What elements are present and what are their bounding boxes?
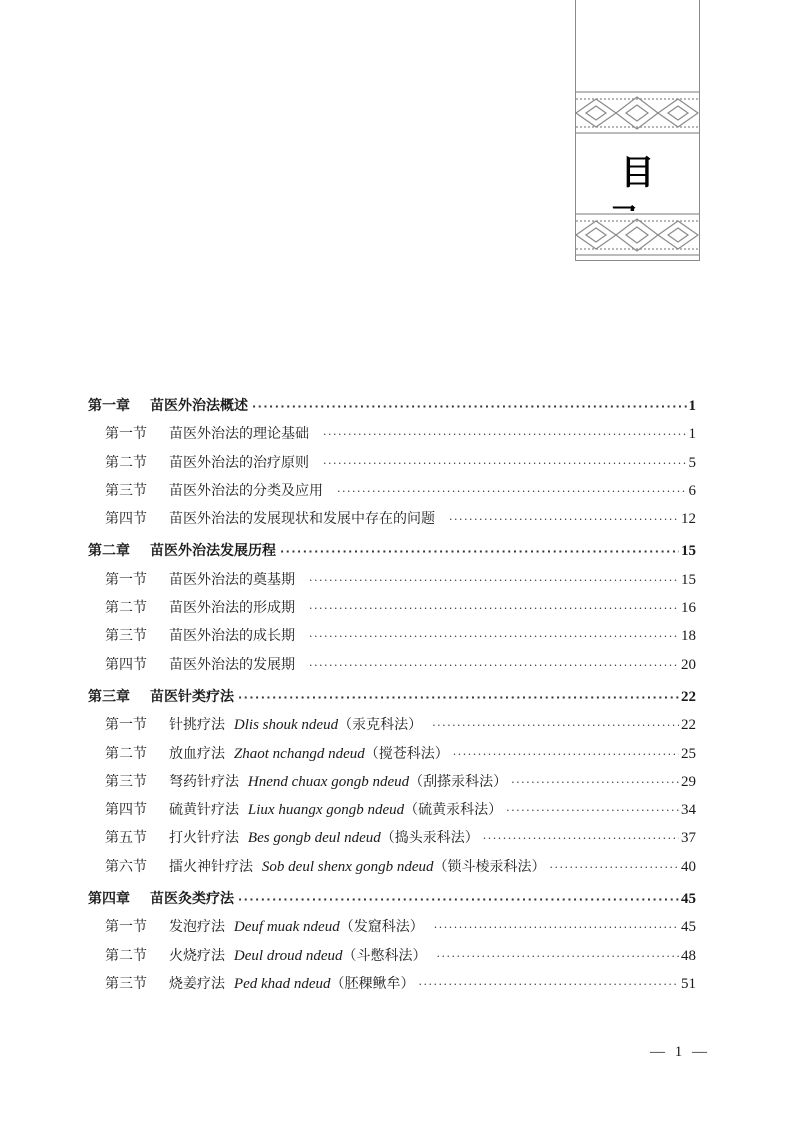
section-title-transliteration: （锁斗棱汞科法） (433, 858, 546, 875)
section-title-miao: Zhaot nchangd ndeud (233, 745, 365, 762)
leader-dots (506, 797, 679, 825)
page-ref: 40 (681, 858, 696, 875)
page-ref: 22 (681, 688, 696, 705)
leader-dots (432, 712, 679, 740)
section-number: 第三节 (105, 773, 147, 790)
page-ref: 18 (681, 628, 696, 645)
chapter-title: 苗医外治法概述 (150, 398, 248, 414)
leader-dots (252, 393, 687, 421)
section-title (169, 970, 415, 998)
page-number: — 1 — (650, 1044, 710, 1060)
section-number: 第四节 (105, 511, 147, 528)
chapter-title: 苗医针类疗法 (150, 688, 234, 705)
section-number: 第二节 (105, 600, 147, 617)
toc-section[interactable] (88, 449, 696, 477)
chapter-title: 苗医外治法发展历程 (150, 543, 276, 560)
toc-section[interactable] (88, 477, 696, 505)
page-ref: 15 (681, 571, 696, 588)
section-title-miao: Deuf muak ndeud (233, 919, 340, 936)
section-title-transliteration: （胚稞鳅牟） (330, 975, 415, 992)
section-title-chinese: 打火针疗法 (169, 830, 239, 847)
leader-dots (434, 914, 679, 942)
leader-dots (238, 886, 679, 914)
leader-dots (449, 506, 679, 534)
toc-section[interactable] (88, 853, 696, 881)
toc-section[interactable] (88, 740, 696, 768)
section-title (169, 853, 546, 881)
leader-dots (323, 421, 687, 449)
page-title: 目 (620, 153, 681, 193)
section-title-transliteration: （硫黄汞科法） (404, 802, 503, 819)
section-title: 苗医外治法的奠基期 (169, 571, 295, 588)
toc-section[interactable] (88, 942, 696, 970)
section-title-miao: Hnend chuax gongb ndeud (247, 773, 410, 790)
section-title-miao: Sob deul shenx gongb ndeud (261, 858, 434, 875)
section-title-chinese: 发泡疗法 (169, 919, 225, 936)
toc-chapter-2[interactable] (88, 537, 696, 565)
leader-dots (238, 684, 679, 712)
section-title-chinese: 放血疗法 (169, 745, 225, 762)
toc-section[interactable] (88, 824, 696, 852)
section-title (169, 711, 422, 739)
leader-dots (453, 741, 679, 769)
section-title: 苗医外治法的发展现状和发展中存在的问题 (169, 511, 435, 528)
leader-dots (309, 595, 679, 623)
ornamental-pattern-bottom (576, 211, 699, 258)
page-ref: 12 (681, 511, 696, 528)
title-banner (575, 0, 700, 261)
page-ref: 5 (688, 454, 696, 471)
section-title (169, 740, 449, 768)
section-title: 苗医外治法的发展期 (169, 656, 295, 673)
section-title-miao: Bes gongb deul ndeud (247, 830, 381, 847)
section-title (169, 796, 502, 824)
toc-chapter-4[interactable] (88, 885, 696, 913)
page-ref: 29 (681, 773, 696, 790)
section-number: 第一节 (105, 571, 147, 588)
section-title (169, 824, 479, 852)
page-ref: 20 (681, 656, 696, 673)
toc-section[interactable] (88, 622, 696, 650)
section-title-miao: Deul droud ndeud (233, 947, 343, 964)
section-title: 苗医外治法的形成期 (169, 600, 295, 617)
section-number: 第一节 (105, 426, 147, 443)
page-ref: 6 (688, 482, 696, 499)
toc-section[interactable] (88, 594, 696, 622)
leader-dots (280, 538, 679, 566)
toc-section[interactable] (88, 970, 696, 998)
toc-section[interactable] (88, 420, 696, 448)
section-title: 苗医外治法的治疗原则 (169, 454, 309, 471)
leader-dots (309, 623, 679, 651)
leader-dots (511, 769, 679, 797)
toc-chapter-1[interactable] (88, 392, 696, 420)
section-title-transliteration: （发窟科法） (339, 919, 424, 936)
chapter-number: 第一章 (88, 398, 130, 414)
section-number: 第三节 (105, 482, 147, 499)
leader-dots (419, 971, 679, 999)
page-ref: 48 (681, 947, 696, 964)
section-number: 第二节 (105, 745, 147, 762)
leader-dots (309, 652, 679, 680)
section-title (169, 942, 427, 970)
section-number: 第二节 (105, 454, 147, 471)
table-of-contents (88, 392, 696, 998)
section-title-chinese: 擂火神针疗法 (169, 858, 253, 875)
ornamental-pattern-top (576, 89, 699, 136)
section-title-miao: Ped khad ndeud (233, 975, 331, 992)
section-title: 苗医外治法的理论基础 (169, 426, 309, 443)
section-title-chinese: 烧姜疗法 (169, 975, 225, 992)
leader-dots (309, 567, 679, 595)
section-title-transliteration: （汞克科法） (338, 717, 423, 734)
leader-dots (323, 450, 687, 478)
leader-dots (550, 854, 679, 882)
page-ref: 37 (681, 830, 696, 847)
section-number: 第一节 (105, 919, 147, 936)
page-ref: 34 (681, 802, 696, 819)
section-number: 第六节 (105, 858, 147, 875)
toc-section[interactable] (88, 505, 696, 533)
section-title-miao: Liux huangx gongb ndeud (247, 802, 405, 819)
section-title-chinese: 弩药针疗法 (169, 773, 239, 790)
chapter-number: 第四章 (88, 891, 130, 908)
page-ref: 45 (681, 891, 696, 908)
toc-section[interactable] (88, 566, 696, 594)
toc-chapter-3[interactable] (88, 683, 696, 711)
section-title-chinese: 火烧疗法 (169, 947, 225, 964)
chapter-number: 第三章 (88, 688, 130, 705)
leader-dots (337, 478, 687, 506)
page-ref: 51 (681, 975, 696, 992)
section-title-transliteration: （刮搽汞科法） (409, 773, 508, 790)
section-number: 第五节 (105, 830, 147, 847)
section-number: 第三节 (105, 628, 147, 645)
chapter-number: 第二章 (88, 543, 130, 560)
page-ref: 45 (681, 919, 696, 936)
section-number: 第四节 (105, 802, 147, 819)
section-number: 第二节 (105, 947, 147, 964)
page-ref: 25 (681, 745, 696, 762)
section-title-chinese: 针挑疗法 (169, 717, 225, 734)
page-ref: 1 (688, 398, 696, 414)
section-title (169, 913, 424, 941)
page-ref: 1 (688, 426, 696, 443)
section-title-transliteration: （斗憋科法） (342, 947, 427, 964)
chapter-title: 苗医灸类疗法 (150, 891, 234, 908)
toc-section[interactable] (88, 768, 696, 796)
section-title (169, 768, 507, 796)
leader-dots (437, 943, 679, 971)
section-title-miao: Dlis shouk ndeud (233, 717, 339, 734)
toc-section[interactable] (88, 796, 696, 824)
page-ref: 22 (681, 717, 696, 734)
section-title: 苗医外治法的成长期 (169, 628, 295, 645)
section-number: 第一节 (105, 717, 147, 734)
section-title-transliteration: （捣头汞科法） (380, 830, 479, 847)
section-number: 第三节 (105, 975, 147, 992)
section-number: 第四节 (105, 656, 147, 673)
section-title-transliteration: （搅苍科法） (364, 745, 449, 762)
page-ref: 15 (681, 543, 696, 560)
leader-dots (483, 825, 679, 853)
section-title-chinese: 硫黄针疗法 (169, 802, 239, 819)
toc-section[interactable] (88, 711, 696, 739)
page-ref: 16 (681, 600, 696, 617)
section-title: 苗医外治法的分类及应用 (169, 482, 323, 499)
toc-section[interactable] (88, 913, 696, 941)
toc-section[interactable] (88, 651, 696, 679)
